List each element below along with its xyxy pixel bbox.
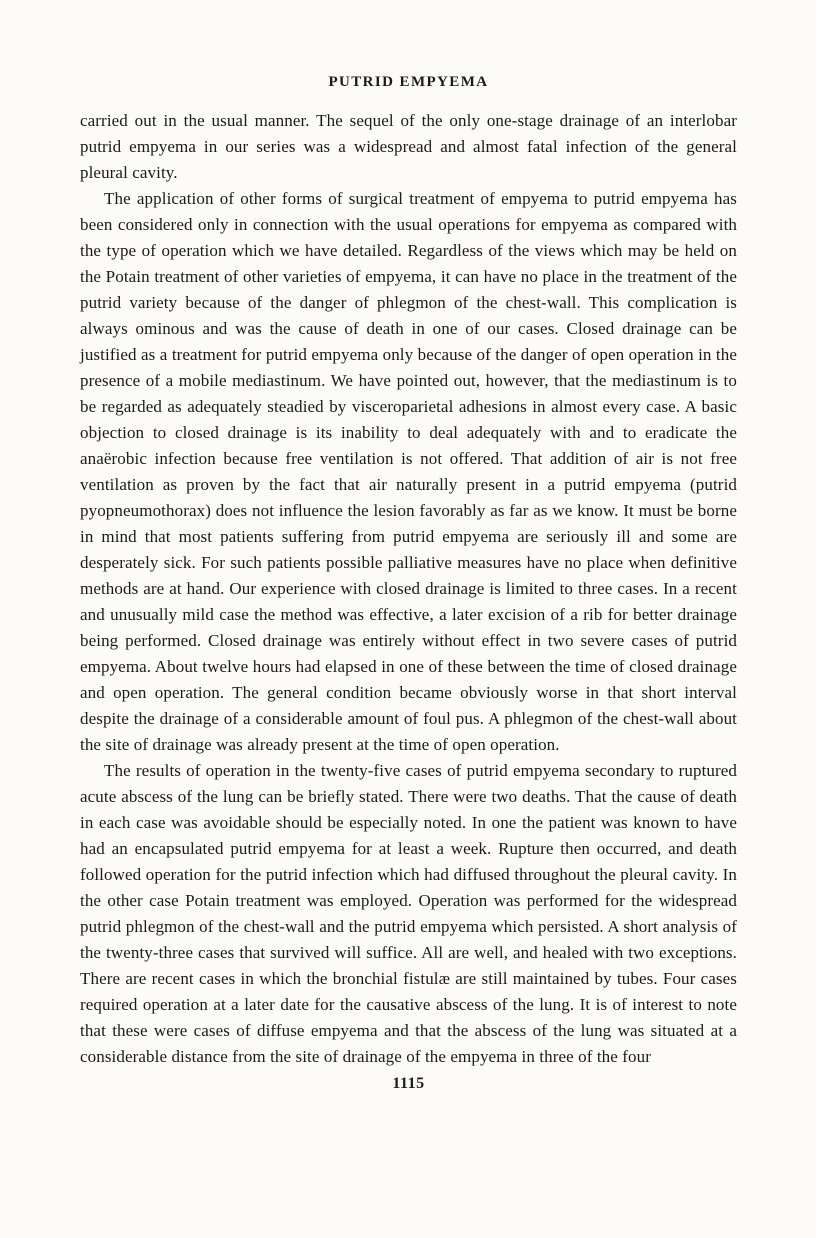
page-number: 1115: [392, 1075, 425, 1092]
paragraph-1: carried out in the usual manner. The sequel of the only one-stage drainage of an interlobar putrid empyema in our series was a widespread and almost fatal infection of the general pleural cavity.: [80, 111, 737, 182]
body-text: [80, 108, 737, 1070]
paragraph-2: The application of other forms of surgical treatment of empyema to putrid empyema has been considered only in connection with the usual operations for empyema as compared with the type of operation which we have detailed. Regardless of the views which may be held on the Potain treatment of other varieties of empyema, it can have no place in the treatment of the putrid variety because of the danger of phlegmon of the chest-wall. This complication is always ominous and was the cause of death in one of our cases. Closed drainage can be justified as a treatment for putrid empyema only because of the danger of open operation in the presence of a mobile mediastinum. We have pointed out, however, that the mediastinum is to be regarded as adequately steadied by visceroparietal adhesions in almost every case. A basic objection to closed drainage is its inability to deal adequately with and to eradicate the anaërobic infection because free ventilation is not offered. That addition of air is not free ventilation as proven by the fact that air naturally present in a putrid empyema (putrid pyopneumothorax) does not influence the lesion favorably as far as we know. It must be borne in mind that most patients suffering from putrid empyema are seriously ill and some are desperately sick. For such patients possible palliative measures have no place when definitive methods are at hand. Our experience with closed drainage is limited to three cases. In a recent and unusually mild case the method was effective, a later excision of a rib for better drainage being performed. Closed drainage was entirely without effect in two severe cases of putrid empyema. About twelve hours had elapsed in one of these between the time of closed drainage and open operation. The general condition became obviously worse in that short interval despite the drainage of a considerable amount of foul pus. A phlegmon of the chest-wall about the site of drainage was already present at the time of open operation.: [80, 189, 737, 754]
running-head: PUTRID EMPYEMA: [328, 74, 489, 90]
paragraph-3: The results of operation in the twenty-five cases of putrid empyema secondary to ruptured acute abscess of the lung can be briefly stated. There were two deaths. That the cause of death in each case was avoidable should be especially noted. In one the patient was known to have had an encapsulated putrid empyema for at least a week. Rupture then occurred, and death followed operation for the putrid infection which had diffused throughout the pleural cavity. In the other case Potain treatment was employed. Operation was performed for the widespread putrid phlegmon of the chest-wall and the putrid empyema which persisted. A short analysis of the twenty-three cases that survived will suffice. All are well, and healed with two exceptions. There are recent cases in which the bronchial fistulæ are still maintained by tubes. Four cases required operation at a later date for the causative abscess of the lung. It is of interest to note that these were cases of diffuse empyema and that the abscess of the lung was situated at a considerable distance from the site of drainage of the empyema in three of the four: [80, 761, 737, 1066]
